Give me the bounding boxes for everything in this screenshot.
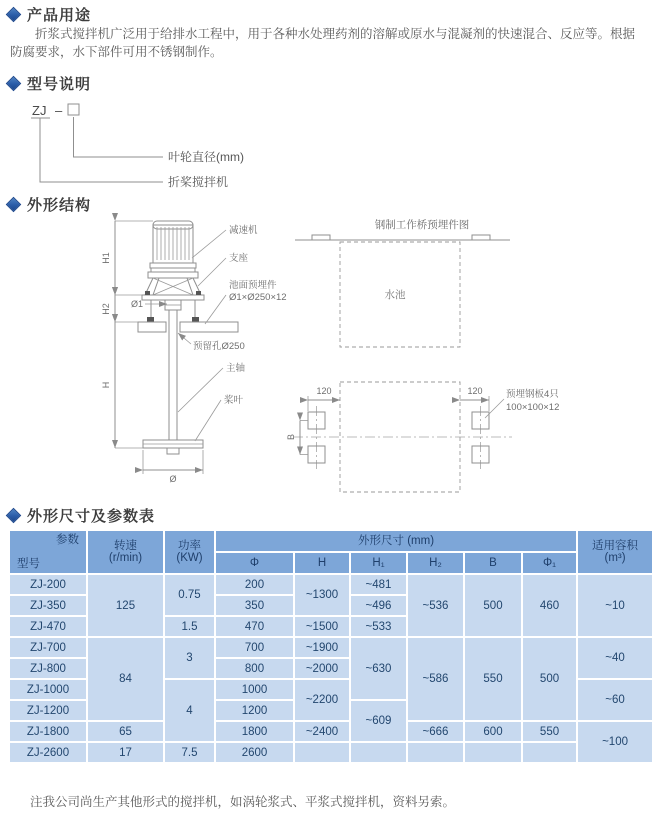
footer-note: 注我公司尚生产其他形式的搅拌机，如涡轮浆式、平浆式搅拌机，资料另索。 (30, 795, 456, 809)
cell-h2: ~586 (407, 637, 464, 721)
cell-model: ZJ-2600 (9, 742, 87, 763)
cell-h1: ~609 (350, 700, 407, 742)
header-power: 功率 (KW) (164, 530, 215, 574)
support-label: 支座 (229, 253, 249, 264)
cell-power: 1.5 (164, 616, 215, 637)
dim-120-left: 120 (316, 386, 332, 396)
model-dash: – (55, 103, 63, 118)
section-usage-heading (8, 4, 91, 25)
cell-h1: ~496 (350, 595, 407, 616)
embed-part-label: 池面预埋件 (229, 280, 277, 291)
cell-b: 500 (464, 574, 522, 637)
cell-speed: 84 (87, 637, 164, 721)
dim-120-right: 120 (467, 386, 483, 396)
section-params-title: 外形尺寸及参数表 (27, 508, 156, 525)
model-prefix: ZJ (32, 103, 47, 118)
header-col-h1: H₁ (350, 552, 407, 574)
diamond-icon (6, 76, 22, 92)
mixer-elevation (138, 221, 238, 454)
cell-phi: 800 (215, 658, 294, 679)
table-row (9, 721, 653, 742)
cell-b (464, 742, 522, 763)
header-speed: 转速 (r/min) (87, 530, 164, 574)
cell-model: ZJ-470 (9, 616, 87, 637)
cell-model: ZJ-1200 (9, 700, 87, 721)
model-size-box (68, 104, 79, 115)
cell-model: ZJ-1000 (9, 679, 87, 700)
mixer-dimensions (101, 221, 203, 484)
header-col-b: B (464, 552, 522, 574)
cell-phi: 2600 (215, 742, 294, 763)
cell-speed: 17 (87, 742, 164, 763)
cell-model: ZJ-1800 (9, 721, 87, 742)
section-structure-heading (8, 194, 91, 215)
cell-phi1 (522, 742, 577, 763)
cell-model: ZJ-800 (9, 658, 87, 679)
table-row (9, 742, 653, 763)
header-model-param (9, 530, 87, 574)
section-model-title: 型号说明 (27, 76, 92, 93)
cell-model: ZJ-200 (9, 574, 87, 595)
cell-phi: 350 (215, 595, 294, 616)
cell-model: ZJ-350 (9, 595, 87, 616)
cell-power: 4 (164, 679, 215, 742)
diamond-icon (6, 197, 22, 213)
main-shaft-label: 主轴 (226, 363, 246, 374)
pool-label: 水池 (384, 289, 406, 301)
cell-h (294, 742, 350, 763)
cell-speed: 65 (87, 721, 164, 742)
dim-h2-label: H2 (101, 303, 111, 315)
section-structure-title: 外形结构 (27, 197, 92, 214)
cell-phi: 1200 (215, 700, 294, 721)
cell-h2 (407, 742, 464, 763)
cell-power: 7.5 (164, 742, 215, 763)
table-row (9, 574, 653, 595)
header-volume: 适用容积 (m³) (577, 530, 653, 574)
header-col-h2: H₂ (407, 552, 464, 574)
cell-h: ~1500 (294, 616, 350, 637)
cell-speed: 125 (87, 574, 164, 637)
cell-h1: ~481 (350, 574, 407, 595)
diamond-icon (6, 7, 22, 23)
cell-h1: ~533 (350, 616, 407, 637)
section-model-heading (8, 73, 91, 94)
cell-h1 (350, 742, 407, 763)
cell-h: ~2400 (294, 721, 350, 742)
dimensions-parameters-table (8, 529, 654, 764)
diamond-icon (6, 508, 22, 524)
cell-h2: ~666 (407, 721, 464, 742)
machine-type-label: 折桨搅拌机 (168, 175, 229, 189)
cell-phi1: 500 (522, 637, 577, 721)
plate-note-line2: 100×100×12 (506, 402, 560, 413)
section-usage-title: 产品用途 (27, 7, 92, 24)
dim-phi-label: Ø (169, 474, 177, 484)
cell-power: 0.75 (164, 574, 215, 616)
header-col-h: H (294, 552, 350, 574)
cell-phi: 700 (215, 637, 294, 658)
cell-h2: ~536 (407, 574, 464, 637)
structure-drawing (95, 212, 655, 504)
table-row (9, 637, 653, 658)
reserved-hole-label: 预留孔Ø250 (193, 341, 245, 352)
header-param: 参数 (56, 534, 79, 546)
cell-vol: ~40 (577, 637, 653, 679)
cell-h1: ~630 (350, 637, 407, 700)
cell-vol: ~10 (577, 574, 653, 637)
cell-vol: ~100 (577, 721, 653, 763)
cell-h: ~2200 (294, 679, 350, 721)
cell-phi1: 460 (522, 574, 577, 637)
plate-note-line1: 预埋钢板4只 (506, 389, 559, 400)
cell-h: ~1900 (294, 637, 350, 658)
cell-phi: 200 (215, 574, 294, 595)
usage-paragraph: 折浆式搅拌机广泛用于给排水工程中，用于各种水处理药剂的溶解或原水与混凝剂的快速混合、反应等。根据防腐要求，水下部件可用不锈钢制作。 (10, 27, 636, 59)
section-params-heading (8, 505, 155, 526)
cell-phi: 470 (215, 616, 294, 637)
cell-phi: 1800 (215, 721, 294, 742)
header-model: 型号 (17, 558, 40, 570)
cell-model: ZJ-700 (9, 637, 87, 658)
cell-vol: ~60 (577, 679, 653, 721)
dim-b-label: B (286, 433, 296, 441)
cell-h: ~2000 (294, 658, 350, 679)
embed-part-size: Ø1×Ø250×12 (229, 292, 287, 303)
header-col-phi1: Φ₁ (522, 552, 577, 574)
cell-power: 3 (164, 637, 215, 679)
reducer-label: 减速机 (229, 225, 258, 236)
header-col-phi: Φ (215, 552, 294, 574)
cell-phi1: 550 (522, 721, 577, 742)
cell-b: 600 (464, 721, 522, 742)
model-code-diagram (28, 100, 338, 195)
bridge-title: 钢制工作桥预埋件图 (374, 219, 470, 231)
bridge-diagram (286, 218, 559, 492)
header-dims-group: 外形尺寸 (mm) (215, 530, 577, 552)
cell-h: ~1300 (294, 574, 350, 616)
cell-b: 550 (464, 637, 522, 721)
cell-phi: 1000 (215, 679, 294, 700)
dim-h-label: H (101, 381, 111, 389)
dim-phi1-small-label: Ø1 (131, 299, 144, 309)
impeller-diameter-label: 叶轮直径(mm) (168, 150, 244, 164)
blade-label: 桨叶 (224, 395, 244, 406)
dim-h1-label: H1 (101, 252, 111, 264)
